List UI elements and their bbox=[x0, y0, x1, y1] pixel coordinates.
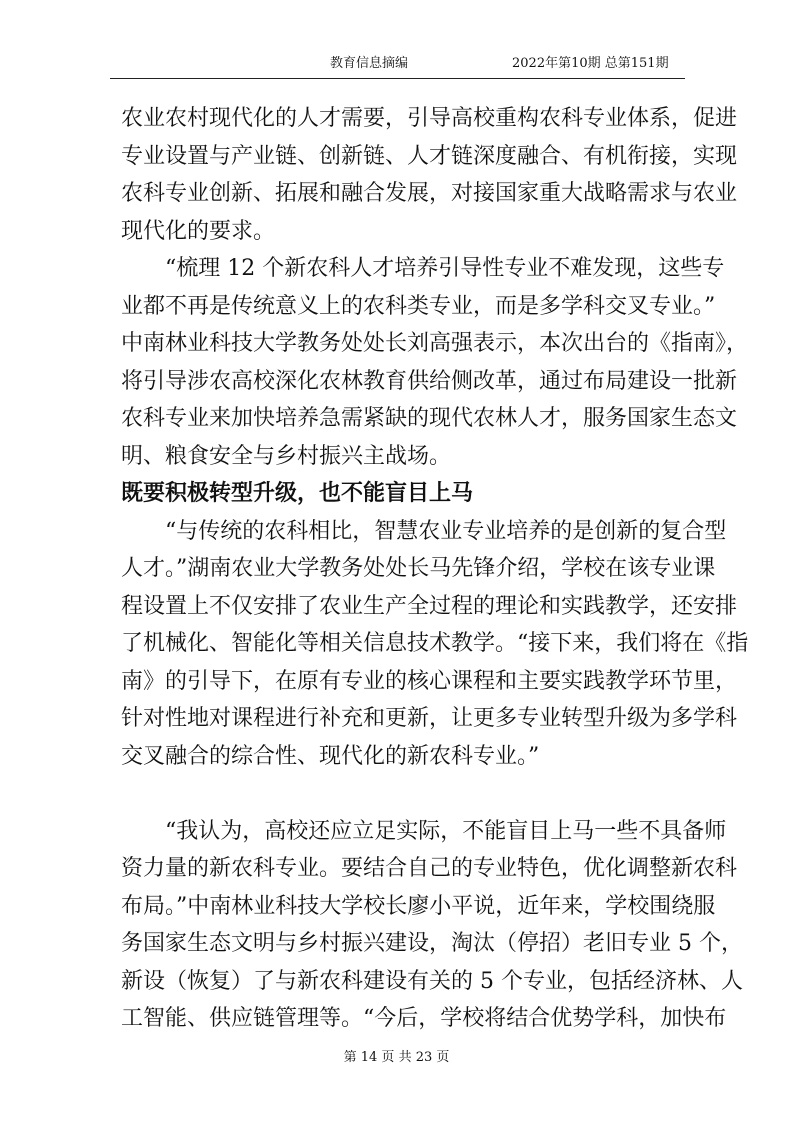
issue-number: 2022年第10期 总第151期 bbox=[512, 56, 669, 71]
text-line: 新设（恢复）了与新农科建设有关的 5 个专业，包括经济林、人 bbox=[121, 968, 743, 994]
text-line: “梳理 12 个新农科人才培养引导性专业不难发现，这些专 bbox=[165, 256, 725, 281]
text-line: 了机械化、智能化等相关信息技术教学。“接下来，我们将在《指 bbox=[121, 631, 749, 656]
page-header bbox=[0, 52, 793, 74]
text-line: 中南林业科技大学教务处处长刘高强表示，本次出台的《指南》， bbox=[121, 331, 749, 356]
text-line: 工智能、供应链管理等。“今后，学校将结合优势学科，加快布 bbox=[121, 1006, 727, 1031]
text-line: 明、粮食安全与乡村振兴主战场。 bbox=[121, 443, 452, 469]
text-line: 现代化的要求。 bbox=[121, 218, 276, 244]
text-line: 务国家生态文明与乡村振兴建设，淘汰（停招）老旧专业 5 个， bbox=[121, 931, 743, 956]
text-line: 业都不再是传统意义上的农科类专业，而是多学科交叉专业。” bbox=[121, 293, 716, 319]
header-divider bbox=[110, 78, 685, 79]
text-line: 人才。”湖南农业大学教务处处长马先锋介绍，学校在该专业课 bbox=[121, 556, 716, 581]
text-line: 资力量的新农科专业。要结合自己的专业特色，优化调整新农科 bbox=[121, 856, 738, 881]
text-line: “我认为，高校还应立足实际，不能盲目上马一些不具备师 bbox=[165, 818, 727, 844]
text-line: 农科专业创新、拓展和融合发展，对接国家重大战略需求与农业 bbox=[121, 181, 738, 206]
text-line: 将引导涉农高校深化农林教育供给侧改革，通过布局建设一批新 bbox=[121, 368, 738, 394]
text-line: 专业设置与产业链、创新链、人才链深度融合、有机衔接，实现 bbox=[121, 143, 738, 169]
text-line: 交叉融合的综合性、现代化的新农科专业。” bbox=[121, 743, 540, 769]
text-line: 程设置上不仅安排了农业生产全过程的理论和实践教学，还安排 bbox=[121, 593, 738, 619]
blank-line bbox=[121, 775, 683, 813]
text-line: 针对性地对课程进行补充和更新，让更多专业转型升级为多学科 bbox=[121, 706, 738, 731]
page-number: 第 14 页 共 23 页 bbox=[343, 1050, 450, 1065]
text-line: 农科专业来加快培养急需紧缺的现代农林人才，服务国家生态文 bbox=[121, 406, 738, 431]
article-body bbox=[121, 100, 749, 1038]
publication-name: 教育信息摘编 bbox=[330, 56, 409, 71]
text-line: “与传统的农科相比，智慧农业专业培养的是创新的复合型 bbox=[165, 518, 727, 544]
text-line: 农业农村现代化的人才需要，引导高校重构农科专业体系，促进 bbox=[121, 106, 738, 131]
text-line: 布局。”中南林业科技大学校长廖小平说，近年来，学校围绕服 bbox=[121, 893, 716, 919]
section-heading: 既要积极转型升级，也不能盲目上马 bbox=[121, 480, 474, 506]
text-line: 南》的引导下，在原有专业的核心课程和主要实践教学环节里， bbox=[121, 668, 738, 694]
